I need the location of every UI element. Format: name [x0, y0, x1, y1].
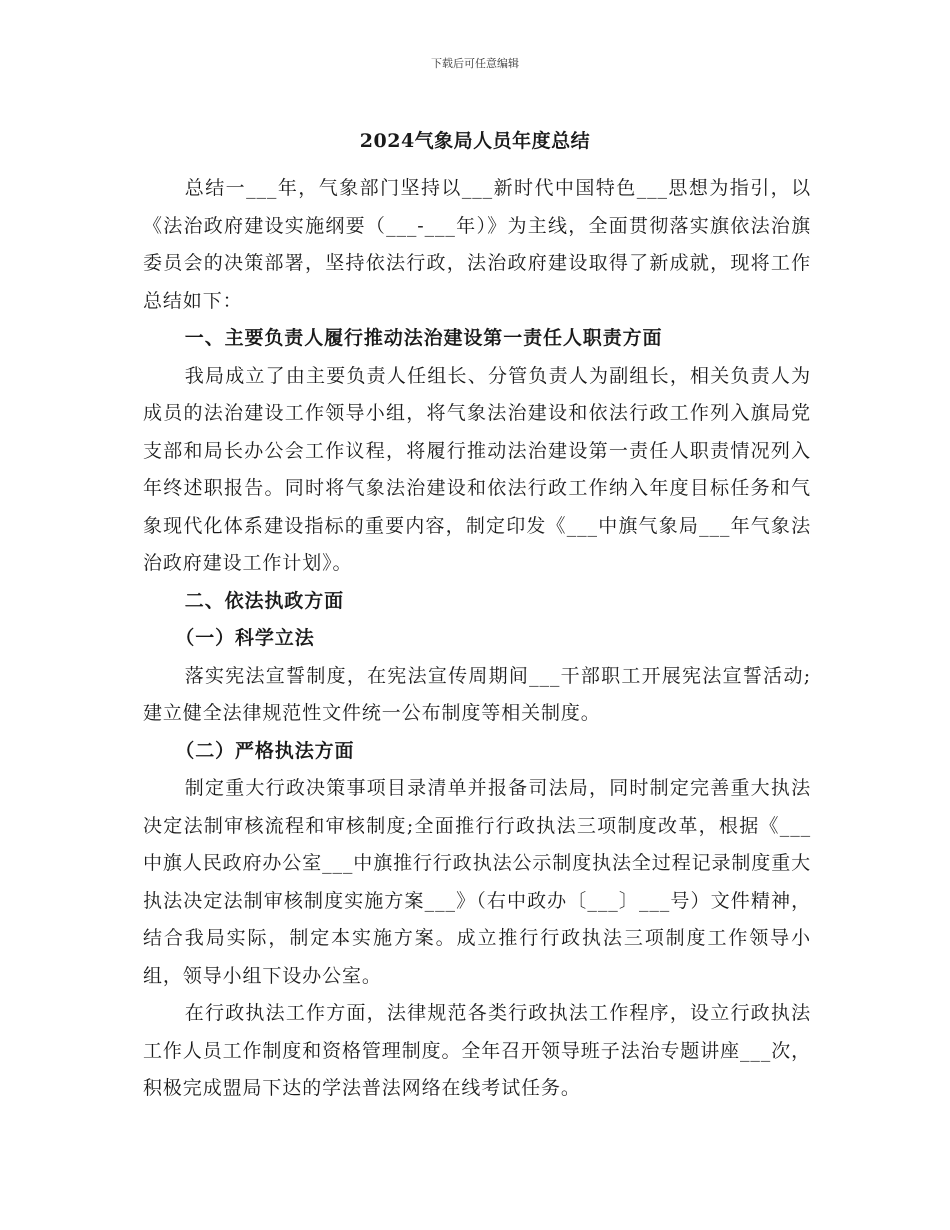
paragraph-1: 我局成立了由主要负责人任组长、分管负责人为副组长，相关负责人为成员的法治建设工作领导小组，将气象法治建设和依法行政工作列入旗局党支部和局长办公会工作议程，将履行推动法治建设第一责任人职责情况列入年终述职报告。同时将气象法治建设和依法行政工作纳入年度目标任务和气象现代化体系建设指标的重要内容，制定印发《___中旗气象局___年气象法治政府建设工作计划》。 — [143, 364, 811, 574]
paragraph-4: 在行政执法工作方面，法律规范各类行政执法工作程序，设立行政执法工作人员工作制度和资格管理制度。全年召开领导班子法治专题讲座___次，积极完成盟局下达的学法普法网络在线考试任务。 — [143, 1002, 812, 1099]
subheading-1: （一）科学立法 — [175, 627, 315, 649]
section-heading-2: 二、依法执政方面 — [184, 589, 344, 612]
document-title: 2024气象局人员年度总结 — [359, 130, 591, 152]
section-heading-1: 一、主要负责人履行推动法治建设第一责任人职责方面 — [184, 327, 663, 349]
paragraph-3: 制定重大行政决策事项目录清单并报备司法局，同时制定完善重大执法决定法制审核流程和审核制度;全面推行行政执法三项制度改革，根据《___中旗人民政府办公室___中旗推行行政执法公示制度执法全过程记录制度重大执法决定法制审核制度实施方案___》（右中政办〔___〕___号）文件精神，结合我局实际，制定本实施方案。成立推行行政执法三项制度工作领导小组，领导小组下设办公室。 — [143, 777, 812, 987]
document-body — [143, 170, 811, 1108]
paragraph-2: 落实宪法宣誓制度，在宪法宣传周期间___干部职工开展宪法宣誓活动;建立健全法律规范性文件统一公布制度等相关制度。 — [143, 664, 811, 724]
subheading-2: （二）严格执法方面 — [175, 739, 355, 762]
intro-paragraph: 总结一___年，气象部门坚持以___新时代中国特色___思想为指引，以《法治政府建设实施纲要（___-___年）》为主线，全面贯彻落实旗依法治旗委员会的决策部署，坚持依法行政，法治政府建设取得了新成就，现将工作总结如下： — [143, 177, 811, 312]
header-note: 下载后可任意编辑 — [431, 57, 519, 70]
